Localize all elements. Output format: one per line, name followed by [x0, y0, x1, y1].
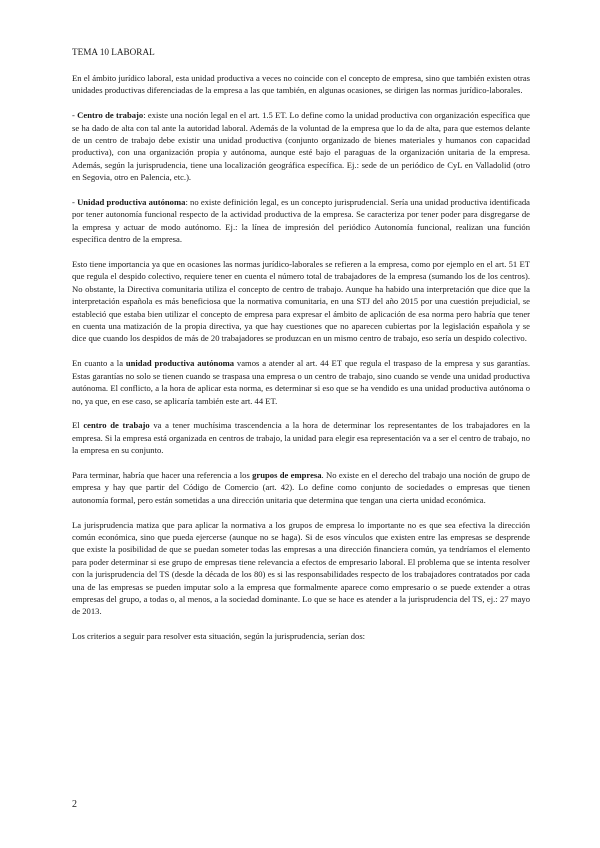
paragraph-representantes: [72, 419, 530, 456]
term-unidad-productiva: Unidad productiva autónoma: [77, 197, 186, 208]
list-dash: -: [72, 110, 78, 121]
paragraph-grupos-empresa: [72, 469, 530, 506]
paragraph-jurisprudencia: La jurisprudencia matiza que para aplicar la normativa a los grupos de empresa lo importante no es que sea efectiva la dirección común económica, sino que pueda ejercerse (aunque no se haga). Si de esos vínculos que existen entre las empresas se desprende que existe la posibilidad de que se puedan someter todas las empresas a una dirección financiera común, ya tendríamos el elemento para poder determinar si ese grupo de empresas tiene relevancia a efectos de empresario laboral. El problema que se intenta resolver con la jurisprudencia del TS (desde la década de los 80) es si las responsabilidades respecto de los trabajadores contratados por cada una de las empresas se pueden imputar solo a la empresa que formalmente aparece como empresario o se puede extender a otras empresas del grupo, a todas o, al menos, a la sociedad dominante. Lo que se hace es atender a la jurisprudencia del TS, ej.: 27 mayo de 2013.: [72, 519, 530, 617]
term-highlight: centro de trabajo: [83, 420, 150, 431]
paragraph-centro-trabajo: [72, 109, 530, 183]
term-highlight: unidad productiva autónoma: [125, 358, 235, 369]
paragraph-criterios: Los criterios a seguir para resolver esta situación, según la jurisprudencia, serían dos:: [72, 631, 366, 642]
page-title: TEMA 10 LABORAL: [72, 47, 155, 57]
paragraph-intro: En el ámbito jurídico laboral, esta unidad productiva a veces no coincide con el concepto de empresa, sino que también existen otras unidades productivas diferenciadas de la empresa a las que también, en algunas ocasiones, se dirigen las normas jurídico-laborales.: [72, 73, 530, 96]
paragraph-unidad-productiva: [72, 196, 530, 246]
text-before: Para terminar, habría que hacer una referencia a los: [72, 469, 253, 480]
text-after: . No existe en el derecho del trabajo una noción de grupo de empresa y hay que partir del Código de Comercio (art. 42). Lo define como conjunto de sociedades o empresas que tienen autonomía formal, pero están sometidas a una dirección unitaria que determina que tengan una cierta unidad económica.: [72, 469, 530, 505]
term-highlight: grupos de empresa: [252, 469, 322, 480]
text-before: El: [72, 420, 84, 431]
paragraph-importancia: Esto tiene importancia ya que en ocasiones las normas jurídico-laborales se refieren a la empresa, como por ejemplo en el art. 51 ET que regula el despido colectivo, requiere tener en cuenta el número total de trabajadores de la empresa (sumando los de los centros). No obstante, la Directiva comunitaria utiliza el concepto de centro de trabajo. Aunque ha habido una interpretación que dice que la interpretación española es más beneficiosa que la normativa comunitaria, en una STJ del año 2015 por una cuestión prejudicial, se estableció que estaba bien utilizar el concepto de empresa para expresar el ámbito de aplicación de esa norma pero habría que tener en cuenta una matización de la propia directiva, ya que hay cuestiones que no aparecen cubiertas por la legislación española y se dice que cuando los despidos de más de 20 trabajadores se produzcan en un mismo centro de trabajo, eso sería un despido colectivo.: [72, 259, 530, 344]
list-dash: -: [72, 197, 78, 208]
definition-text: : no existe definición legal, es un concepto jurisprudencial. Sería una unidad productiva identificada por tener autonomía funcional respecto de la actividad productiva de la empresa. Se caracteriza por tener poder para disgregarse de la empresa y actuar de modo autónomo. Ej.: la línea de impresión del periódico Autonomía funcional, realizan una función específica dentro de la empresa.: [72, 197, 530, 245]
text-after: vamos a atender al art. 44 ET que regula el traspaso de la empresa y sus garantías. Estas garantías no solo se tienen cuando se traspasa una empresa o un centro de trabajo, sino cuando se vende una unidad productiva autónoma. El conflicto, a la hora de aplicar esta norma, es determinar si eso que se ha vendido es una unidad productiva autónoma o no, ya que, en ese caso, se aplicaría también este art. 44 ET.: [72, 358, 530, 406]
page-content: [72, 46, 530, 655]
text-before: En cuanto a la: [72, 358, 126, 369]
paragraph-art44: [72, 357, 530, 407]
page-number: 2: [72, 799, 77, 810]
term-centro-trabajo: Centro de trabajo: [77, 110, 144, 121]
definition-text: : existe una noción legal en el art. 1.5 ET. Lo define como la unidad productiva con organización específica que se ha dado de alta con tal ante la autoridad laboral. Además de la voluntad de la empresa que lo da de alta, para que estemos delante de un centro de trabajo debe existir una unidad productiva (conjunto organizado de bienes materiales y humanos con capacidad productiva), con una organización propia y autónoma, aunque esté bajo el paraguas de la organización unitaria de la empresa. Además, según la jurisprudencia, tiene una localización geográfica específica. Ej.: sede de un periódico de CyL en Valladolid (otro en Segovia, otro en Palencia, etc.).: [72, 110, 531, 183]
text-after: va a tener muchísima trascendencia a la hora de determinar los representantes de los trabajadores en la empresa. Si la empresa está organizada en centros de trabajo, la unidad para elegir esa representación va a ser el centro de trabajo, no la empresa en su conjunto.: [72, 420, 530, 456]
